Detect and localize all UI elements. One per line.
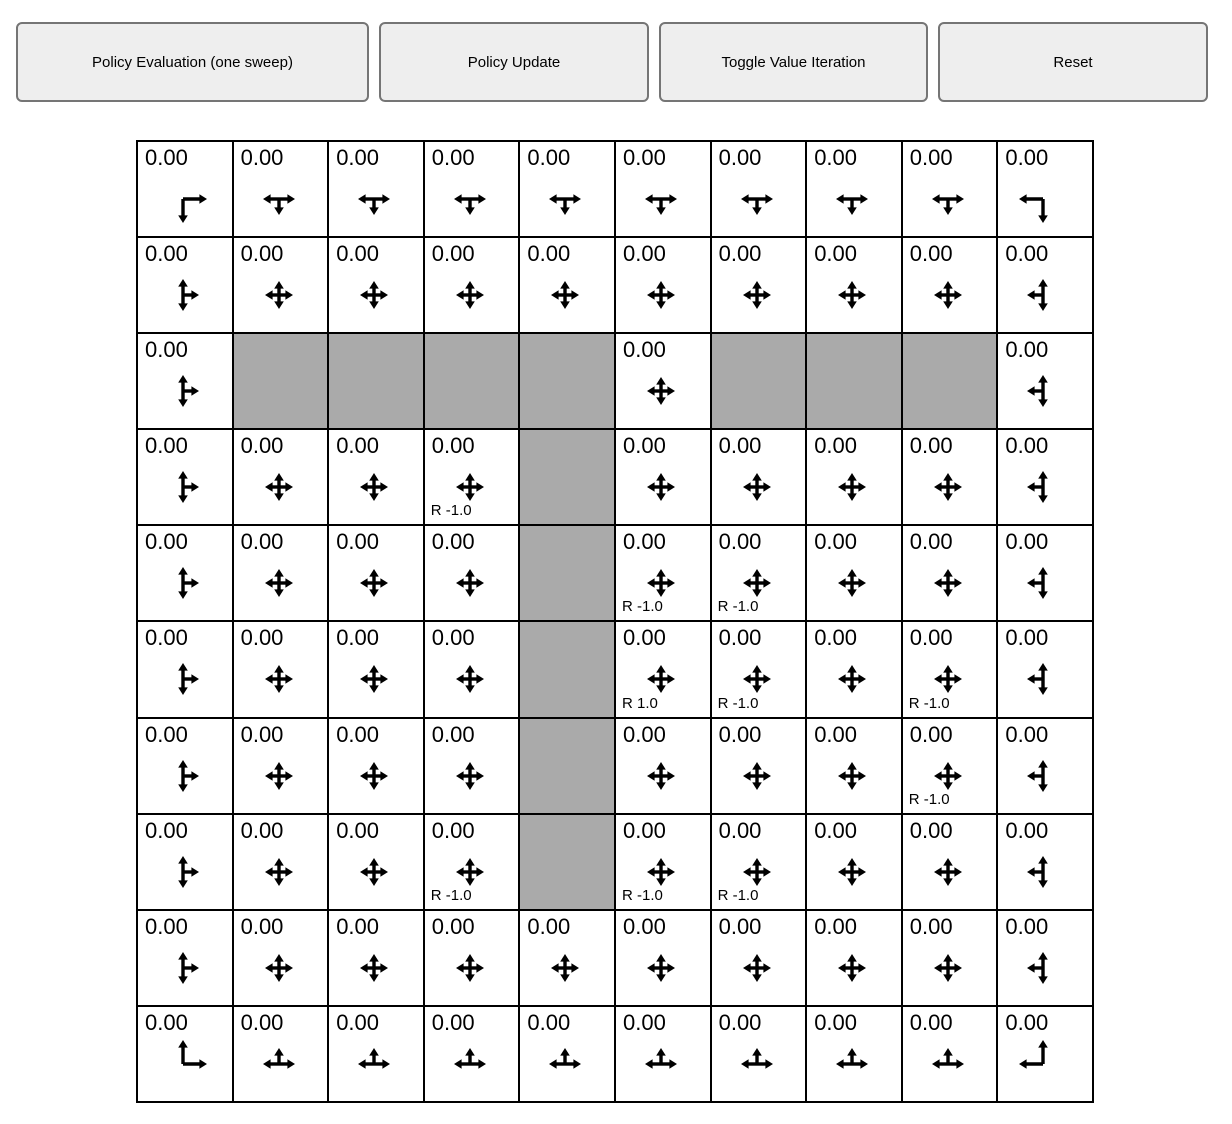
policy-arrows-icon: [159, 559, 207, 607]
reward-label: R -1.0: [717, 598, 759, 616]
grid-cell: [806, 429, 902, 525]
policy-arrows-icon: [159, 752, 207, 800]
state-value: 0.00: [909, 721, 953, 747]
policy-arrows-icon: [541, 271, 589, 319]
grid-cell: [806, 814, 902, 910]
state-value: 0.00: [718, 529, 762, 555]
grid-cell: [615, 910, 711, 1006]
state-value: 0.00: [1005, 817, 1049, 843]
state-value: 0.00: [622, 145, 666, 170]
wall-cell: [519, 333, 615, 429]
grid-cell: [137, 237, 233, 333]
grid-cell: [997, 1006, 1093, 1102]
state-value: 0.00: [145, 721, 188, 747]
grid-cell: [806, 237, 902, 333]
grid-cell: [424, 621, 520, 717]
state-value: 0.00: [718, 913, 762, 939]
state-value: 0.00: [527, 913, 571, 939]
state-value: 0.00: [814, 1009, 858, 1035]
state-value: 0.00: [814, 625, 858, 651]
grid-cell: [424, 910, 520, 1006]
grid-cell: [997, 525, 1093, 621]
policy-arrows-icon: [446, 752, 494, 800]
state-value: 0.00: [336, 433, 380, 459]
toggle-value-iteration-button[interactable]: Toggle Value Iteration: [659, 22, 928, 102]
policy-arrows-icon: [924, 944, 972, 992]
grid-cell: [997, 621, 1093, 717]
grid-cell: [997, 910, 1093, 1006]
state-value: 0.00: [1005, 145, 1049, 170]
policy-arrows-icon: [637, 944, 685, 992]
policy-arrows-icon: [637, 175, 685, 223]
state-value: 0.00: [718, 625, 762, 651]
grid-cell: [806, 621, 902, 717]
state-value: 0.00: [145, 337, 188, 363]
grid-cell: [424, 1006, 520, 1102]
state-value: 0.00: [431, 721, 475, 747]
toolbar: [16, 22, 1208, 102]
grid-cell: [328, 814, 424, 910]
policy-arrows-icon: [1019, 1040, 1067, 1088]
state-value: 0.00: [1005, 913, 1049, 939]
reset-button[interactable]: Reset: [938, 22, 1208, 102]
state-value: 0.00: [336, 145, 380, 170]
grid-cell: [615, 141, 711, 237]
state-value: 0.00: [240, 817, 284, 843]
grid-cell: [137, 1006, 233, 1102]
policy-arrows-icon: [637, 271, 685, 319]
grid-cell: [233, 429, 329, 525]
grid-cell: [137, 718, 233, 814]
policy-arrows-icon: [1019, 175, 1067, 223]
wall-cell: [519, 429, 615, 525]
grid-cell: [711, 141, 807, 237]
policy-arrows-icon: [446, 1040, 494, 1088]
policy-arrows-icon: [1019, 463, 1067, 511]
state-value: 0.00: [1005, 337, 1049, 363]
policy-arrows-icon: [255, 271, 303, 319]
policy-arrows-icon: [159, 367, 207, 415]
policy-arrows-icon: [159, 848, 207, 896]
state-value: 0.00: [814, 721, 858, 747]
policy-arrows-icon: [637, 367, 685, 415]
state-value: 0.00: [718, 145, 762, 170]
grid-cell: [233, 237, 329, 333]
state-value: 0.00: [622, 817, 666, 843]
state-value: 0.00: [431, 817, 475, 843]
grid-cell: [328, 1006, 424, 1102]
grid-cell: [615, 429, 711, 525]
policy-arrows-icon: [733, 271, 781, 319]
state-value: 0.00: [145, 241, 188, 267]
grid-cell: [711, 237, 807, 333]
grid-cell: [806, 910, 902, 1006]
grid-cell: [233, 621, 329, 717]
state-value: 0.00: [336, 1009, 380, 1035]
state-value: 0.00: [814, 913, 858, 939]
policy-arrows-icon: [828, 944, 876, 992]
policy-arrows-icon: [1019, 367, 1067, 415]
grid-cell: [711, 718, 807, 814]
state-value: 0.00: [240, 241, 284, 267]
grid-cell: [615, 718, 711, 814]
wall-cell: [519, 814, 615, 910]
grid-cell: [233, 141, 329, 237]
state-value: 0.00: [240, 529, 284, 555]
grid-cell: [328, 718, 424, 814]
grid-cell: [997, 718, 1093, 814]
policy-arrows-icon: [924, 463, 972, 511]
state-value: 0.00: [145, 529, 188, 555]
policy-update-button[interactable]: Policy Update: [379, 22, 649, 102]
grid-cell: [902, 814, 998, 910]
policy-arrows-icon: [255, 944, 303, 992]
policy-arrows-icon: [255, 1040, 303, 1088]
reward-label: R -1.0: [717, 886, 759, 904]
wall-cell: [806, 333, 902, 429]
gridworld: [136, 140, 1094, 1103]
grid-cell: [328, 237, 424, 333]
policy-arrows-icon: [924, 175, 972, 223]
grid-cell: [806, 141, 902, 237]
wall-cell: [519, 718, 615, 814]
policy-arrows-icon: [1019, 944, 1067, 992]
grid-cell: [424, 141, 520, 237]
state-value: 0.00: [718, 433, 762, 459]
state-value: 0.00: [1005, 721, 1049, 747]
grid-cell: [902, 621, 998, 717]
policy-arrows-icon: [1019, 559, 1067, 607]
grid-cell: [902, 141, 998, 237]
grid-cell: [806, 1006, 902, 1102]
grid-cell: [997, 333, 1093, 429]
grid-cell: [137, 525, 233, 621]
grid-cell: [806, 718, 902, 814]
state-value: 0.00: [909, 145, 953, 170]
policy-arrows-icon: [159, 463, 207, 511]
policy-arrows-icon: [159, 944, 207, 992]
policy-arrows-icon: [924, 559, 972, 607]
state-value: 0.00: [909, 817, 953, 843]
policy-arrows-icon: [637, 463, 685, 511]
grid-cell: [328, 429, 424, 525]
grid-cell: [424, 429, 520, 525]
state-value: 0.00: [336, 817, 380, 843]
state-value: 0.00: [909, 625, 953, 651]
state-value: 0.00: [431, 625, 475, 651]
reward-label: R -1.0: [621, 598, 663, 616]
state-value: 0.00: [622, 721, 666, 747]
state-value: 0.00: [814, 817, 858, 843]
state-value: 0.00: [1005, 241, 1049, 267]
policy-arrows-icon: [733, 463, 781, 511]
grid-cell: [424, 525, 520, 621]
grid-cell: [902, 718, 998, 814]
grid-cell: [997, 237, 1093, 333]
policy-arrows-icon: [541, 175, 589, 223]
state-value: 0.00: [1005, 625, 1049, 651]
grid-cell: [233, 1006, 329, 1102]
state-value: 0.00: [336, 241, 380, 267]
state-value: 0.00: [240, 913, 284, 939]
state-value: 0.00: [622, 1009, 666, 1035]
policy-arrows-icon: [446, 944, 494, 992]
reward-label: R -1.0: [430, 502, 472, 520]
policy-arrows-icon: [350, 848, 398, 896]
grid-cell: [137, 621, 233, 717]
wall-cell: [233, 333, 329, 429]
state-value: 0.00: [527, 241, 571, 267]
grid-cell: [424, 814, 520, 910]
reward-label: R -1.0: [621, 886, 663, 904]
state-value: 0.00: [145, 1009, 188, 1035]
state-value: 0.00: [336, 529, 380, 555]
state-value: 0.00: [622, 529, 666, 555]
policy-arrows-icon: [159, 271, 207, 319]
wall-cell: [902, 333, 998, 429]
policy-arrows-icon: [159, 1040, 207, 1088]
policy-arrows-icon: [828, 175, 876, 223]
state-value: 0.00: [1005, 529, 1049, 555]
policy-arrows-icon: [350, 1040, 398, 1088]
policy-arrows-icon: [446, 655, 494, 703]
state-value: 0.00: [909, 433, 953, 459]
state-value: 0.00: [527, 1009, 571, 1035]
state-value: 0.00: [240, 1009, 284, 1035]
reward-label: R -1.0: [430, 886, 472, 904]
grid-cell: [519, 141, 615, 237]
policy-arrows-icon: [924, 271, 972, 319]
policy-arrows-icon: [1019, 752, 1067, 800]
grid-cell: [711, 429, 807, 525]
policy-arrows-icon: [828, 752, 876, 800]
policy-arrows-icon: [255, 559, 303, 607]
policy-arrows-icon: [828, 1040, 876, 1088]
grid-cell: [615, 333, 711, 429]
policy-arrows-icon: [350, 559, 398, 607]
policy-arrows-icon: [637, 752, 685, 800]
wall-cell: [328, 333, 424, 429]
state-value: 0.00: [240, 433, 284, 459]
grid-cell: [902, 525, 998, 621]
state-value: 0.00: [431, 241, 475, 267]
state-value: 0.00: [336, 625, 380, 651]
policy-arrows-icon: [350, 944, 398, 992]
state-value: 0.00: [622, 433, 666, 459]
grid-cell: [711, 910, 807, 1006]
state-value: 0.00: [1005, 433, 1049, 459]
grid-cell: [997, 429, 1093, 525]
grid-cell: [997, 141, 1093, 237]
state-value: 0.00: [431, 529, 475, 555]
state-value: 0.00: [240, 145, 284, 170]
grid-cell: [137, 814, 233, 910]
policy-arrows-icon: [1019, 848, 1067, 896]
policy-arrows-icon: [733, 944, 781, 992]
grid-cell: [233, 525, 329, 621]
policy-arrows-icon: [924, 848, 972, 896]
grid-cell: [424, 718, 520, 814]
state-value: 0.00: [1005, 1009, 1049, 1035]
policy-arrows-icon: [828, 463, 876, 511]
grid-cell: [711, 1006, 807, 1102]
state-value: 0.00: [814, 241, 858, 267]
policy-arrows-icon: [350, 271, 398, 319]
state-value: 0.00: [431, 145, 475, 170]
grid-cell: [615, 525, 711, 621]
state-value: 0.00: [145, 913, 188, 939]
grid-cell: [519, 237, 615, 333]
policy-arrows-icon: [733, 752, 781, 800]
reward-label: R -1.0: [908, 790, 950, 808]
grid-cell: [711, 621, 807, 717]
policy-arrows-icon: [1019, 655, 1067, 703]
grid-cell: [233, 718, 329, 814]
state-value: 0.00: [240, 721, 284, 747]
policy-arrows-icon: [255, 175, 303, 223]
policy-arrows-icon: [541, 944, 589, 992]
grid-cell: [615, 814, 711, 910]
grid-cell: [902, 429, 998, 525]
state-value: 0.00: [145, 433, 188, 459]
policy-arrows-icon: [828, 655, 876, 703]
reward-label: R 1.0: [621, 694, 658, 712]
state-value: 0.00: [718, 817, 762, 843]
grid-cell: [902, 1006, 998, 1102]
policy-arrows-icon: [350, 175, 398, 223]
wall-cell: [519, 621, 615, 717]
state-value: 0.00: [240, 625, 284, 651]
grid-cell: [519, 910, 615, 1006]
state-value: 0.00: [145, 625, 188, 651]
reward-label: R -1.0: [908, 694, 950, 712]
grid-cell: [137, 429, 233, 525]
policy-arrows-icon: [255, 752, 303, 800]
state-value: 0.00: [814, 433, 858, 459]
grid-cell: [997, 814, 1093, 910]
grid-cell: [806, 525, 902, 621]
state-value: 0.00: [814, 145, 858, 170]
policy-arrows-icon: [1019, 271, 1067, 319]
wall-cell: [424, 333, 520, 429]
policy-arrows-icon: [828, 848, 876, 896]
state-value: 0.00: [909, 241, 953, 267]
policy-arrows-icon: [446, 559, 494, 607]
policy-arrows-icon: [828, 271, 876, 319]
policy-evaluation-button[interactable]: Policy Evaluation (one sweep): [16, 22, 369, 102]
policy-arrows-icon: [541, 1040, 589, 1088]
grid-cell: [615, 1006, 711, 1102]
state-value: 0.00: [622, 913, 666, 939]
policy-arrows-icon: [446, 271, 494, 319]
state-value: 0.00: [145, 145, 188, 170]
state-value: 0.00: [527, 145, 571, 170]
state-value: 0.00: [431, 433, 475, 459]
state-value: 0.00: [909, 529, 953, 555]
policy-arrows-icon: [828, 559, 876, 607]
grid-cell: [519, 1006, 615, 1102]
policy-arrows-icon: [733, 175, 781, 223]
state-value: 0.00: [622, 625, 666, 651]
wall-cell: [519, 525, 615, 621]
policy-arrows-icon: [255, 463, 303, 511]
policy-arrows-icon: [637, 1040, 685, 1088]
state-value: 0.00: [336, 721, 380, 747]
grid-cell: [328, 621, 424, 717]
policy-arrows-icon: [350, 752, 398, 800]
grid-cell: [137, 910, 233, 1006]
state-value: 0.00: [336, 913, 380, 939]
grid-cell: [233, 910, 329, 1006]
grid-cell: [328, 910, 424, 1006]
policy-arrows-icon: [255, 655, 303, 703]
state-value: 0.00: [431, 913, 475, 939]
grid-cell: [233, 814, 329, 910]
grid-cell: [328, 141, 424, 237]
grid-cell: [137, 333, 233, 429]
state-value: 0.00: [909, 1009, 953, 1035]
grid-cell: [615, 237, 711, 333]
grid-cell: [711, 525, 807, 621]
state-value: 0.00: [622, 241, 666, 267]
grid-cell: [424, 237, 520, 333]
state-value: 0.00: [718, 241, 762, 267]
state-value: 0.00: [622, 337, 666, 363]
grid-cell: [137, 141, 233, 237]
grid-cell: [902, 237, 998, 333]
state-value: 0.00: [718, 721, 762, 747]
policy-arrows-icon: [924, 1040, 972, 1088]
policy-arrows-icon: [350, 463, 398, 511]
wall-cell: [711, 333, 807, 429]
state-value: 0.00: [145, 817, 188, 843]
policy-arrows-icon: [255, 848, 303, 896]
policy-arrows-icon: [159, 655, 207, 703]
grid-cell: [328, 525, 424, 621]
policy-arrows-icon: [159, 175, 207, 223]
state-value: 0.00: [814, 529, 858, 555]
state-value: 0.00: [431, 1009, 475, 1035]
state-value: 0.00: [909, 913, 953, 939]
policy-arrows-icon: [733, 1040, 781, 1088]
reward-label: R -1.0: [717, 694, 759, 712]
policy-arrows-icon: [350, 655, 398, 703]
policy-arrows-icon: [446, 175, 494, 223]
grid-cell: [902, 910, 998, 1006]
state-value: 0.00: [718, 1009, 762, 1035]
grid-cell: [615, 621, 711, 717]
grid-cell: [711, 814, 807, 910]
